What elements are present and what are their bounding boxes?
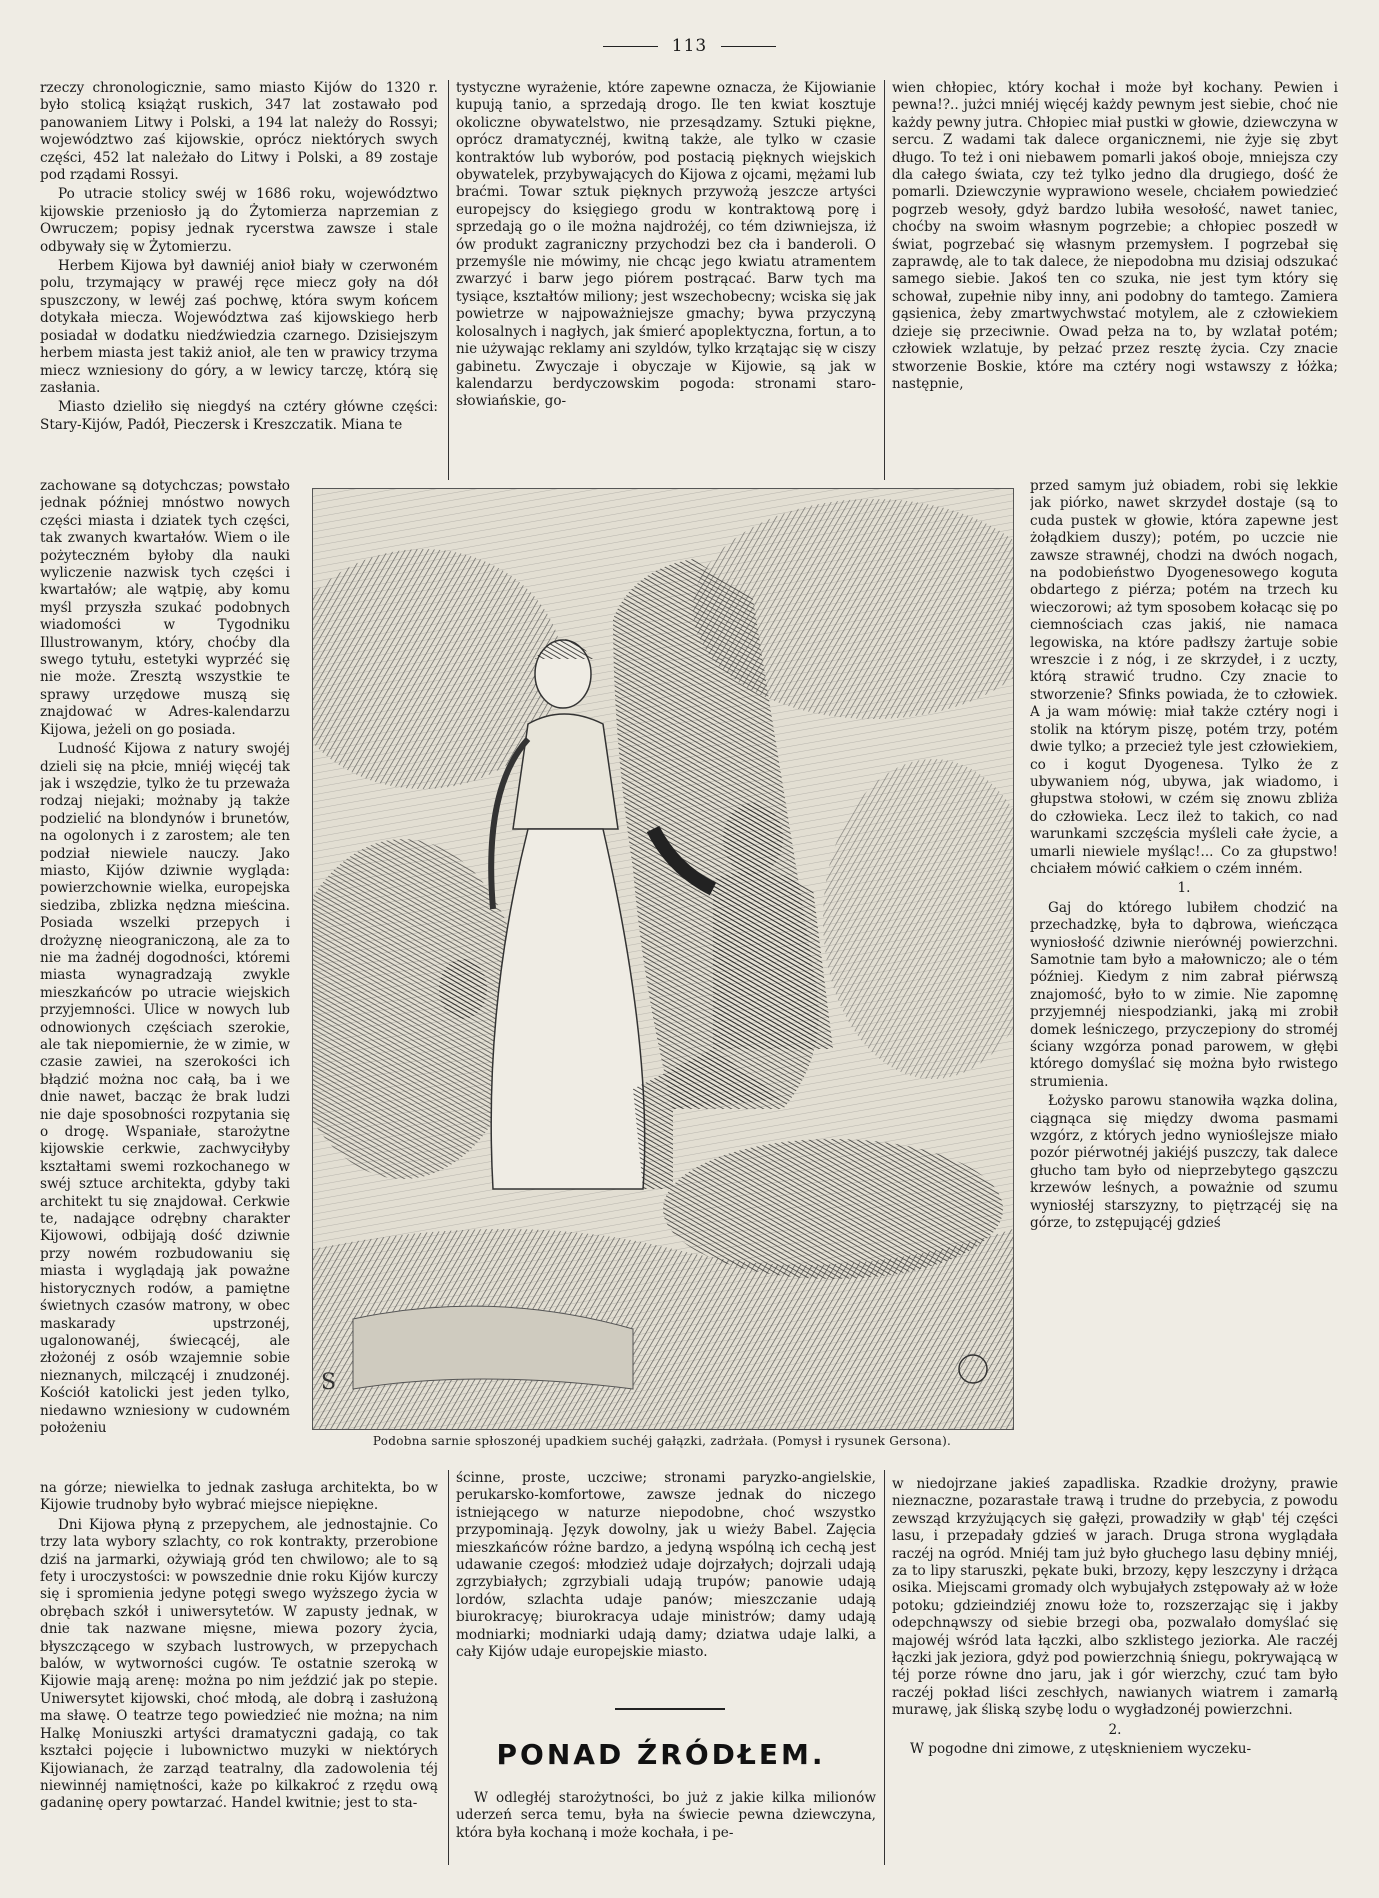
column-left-bottom (40, 1480, 438, 1870)
paragraph: rzeczy chronologicznie, samo miasto Kijów do 1320 r. było stolicą książąt ruskich, 347 lat zostawało pod panowaniem Litwy i Polski, a 194 lat należy do Rossyi; województwo zaś kijowskie, oprócz niektórych swych części, 452 lat należało do Litwy i Polski, a 89 zostaje pod rządami Rossyi. (40, 80, 438, 184)
column-right-narrow (1030, 478, 1338, 1472)
engraving-illustration (312, 488, 1014, 1430)
paragraph: w niedojrzane jakieś zapadliska. Rzadkie drożyny, prawie nieznaczne, pozarastałe trawą i trudne do przebycia, z powodu zewsząd krzyżujących się gałęzi, prowadziły w głąb' téj części lasu, i przepadały gdzieś w jarach. Druga strona wyglądała raczéj na ogród. Mniéj tam już było głuchego lasu dębiny mniéj, za to lipy staruszki, pękate buki, brzozy, kępy leszczyny i drżąca osika. Miejscami gromady olch wybujałych zstępowały aż w łoże potoku; gdzieindziéj znowu łoże to, rozszerzając się i jakby odepchnąwszy od siebie brzegi oba, pozwalało domyślać się majowéj wśród lata łączki, albo szklistego jeziorka. Ale raczéj łączki jak jeziora, gdyż pod powierzchnią śniegu, pokrywającą w téj porze równe dno jaru, jak i gór wierzchy, czuć tam było raczéj pokład liści zeschłych, nawianych wiatrem i zamarłą murawę, jak śliską szybę lodu o wygładzonéj powierzchni. (892, 1476, 1338, 1719)
article-intro (456, 1790, 876, 1870)
engraving-drawing (313, 489, 1013, 1429)
paragraph: ścinne, proste, uczciwe; stronami paryzko-angielskie, perukarsko-komfortowe, zawsze jednak do niczego istniejącego w naturze niepodobne, choć wszystko przypominają. Język dowolny, jak u wieży Babel. Zajęcia mieszkańców różne bardzo, a jedyną wspólną ich cechą jest udawanie czegoś: młodzież udaje dojrzałych; dojrzali udają zgrzybiałych; zgrzybiali udają trupów; panowie udają lordów, szlachta udaje panów; mieszczanie udają biurokracyę; biurokracya udaje ministrów; damy udają modniarki; modniarki udają damy; dziatwa udaje lalki, a cały Kijów udaje europejskie miasto. (456, 1470, 876, 1661)
page-number (0, 36, 1379, 56)
paragraph: Herbem Kijowa był dawniéj anioł biały w czerwoném polu, trzymający w prawéj ręce miecz goły na dół spuszczony, w lewéj zaś pochwę, która swym końcem dotykała miecza. Województwa zaś kijowskiego herb posiadał w dodatku niedźwiedzia czarnego. Dzisiejszym herbem miasta jest takiż anioł, ale ten w prawicy trzyma miecz wzniesiony do góry, a w lewicy tarczę, którą się zasłania. (40, 258, 438, 396)
column-divider (884, 80, 885, 480)
section-number: 1. (1177, 880, 1191, 897)
paragraph: przed samym już obiadem, robi się lekkie jak piórko, nawet skrzydeł dostaje (są to cuda pustek w głowie, która zapewne jest żołądkiem duszy); potém, po uczcie nie zawsze strawnéj, chodzi na dwóch nogach, na podobieństwo Dyogenesowego koguta obdartego z piérza; potém na trzech ku wieczorowi; aż tym sposobem kołacąc się po ciemnościach czas jakiś, nie namaca legowiska, na które padłszy żartuje sobie wreszcie i z nóg, i ze skrzydeł, i z uczty, którą strawić trudno. Czy znacie to stworzenie? Sfinks powiada, że to człowiek. A ja wam mówię: miał także cztéry nogi i stolik na którym piszę, potém trzy, potém dwie tylko; a przecież tyle jest człowiekiem, co i kogut Dyogenesa. Tylko że z ubywaniem nóg, ubywa, jak wiadomo, i głupstwa stołowi, w czém się znowu zbliża do człowieka. Lecz ileż to takich, co nad warunkami szczęścia myśleli całe życie, a umarli niewiele myśląc!... Co za głupstwo! chciałem mówić całkiem o czém inném. (1030, 478, 1338, 877)
paragraph: W odległéj starożytności, bo już z jakie kilka milionów uderzeń serca temu, była na świecie pewna dziewczyna, która była kochaną i może kochała, i pe- (456, 1790, 876, 1841)
title-rule (615, 1708, 725, 1710)
paragraph: Miasto dzieliło się niegdyś na cztéry główne części: Stary-Kijów, Padół, Pieczersk i Kreszczatik. Miana te (40, 399, 438, 433)
column-divider (448, 1470, 449, 1865)
article-title: PONAD ŹRÓDŁEM. (496, 1738, 826, 1771)
paragraph: Po utracie stolicy swéj w 1686 roku, województwo kijowskie przeniosło ją do Żytomierza naprzemian z Owruczem; popisy jednak rycerstwa zawsze i stale odbywały się w Żytomierzu. (40, 186, 438, 255)
column-left-top (40, 80, 438, 478)
page-number-rule-left (603, 46, 658, 47)
paragraph: Ludność Kijowa z natury swojéj dzieli się na płcie, mniéj więcéj tak jak i wszędzie, tylko że tu przeważa rodzaj niejaki; możnaby ją także podzielić na blondynów i brunetów, na ogolonych i z zarostem; ale ten podział niewiele nauczy. Jako miasto, Kijów dziwnie wygląda: powierzchownie wielka, europejska siedziba, zblizka nędzna mieścina. Posiada wszelki przepych i drożyznę nieograniczoną, ale za to nie ma żadnéj dogodności, któremi miasta wynagradzają zwykle mieszkańców po utracie wiejskich przyjemności. Ulice w nowych lub odnowionych częściach szerokie, ale tak niepomiernie, że w zimie, w czasie zawiei, na szerokości ich błądzić można noc całą, ba i we dnie nawet, bacząc że brak ludzi nie daje sposobności rozpytania się o drogę. Wspaniałe, starożytne kijowskie cerkwie, zachwyciłyby kształtami swemi rozkochanego w swéj sztuce architekta, gdyby taki architekt tu się znajdował. Cerkwie te, nadające odrębny charakter Kijowowi, odbijają dość dziwnie przy nowém rozbudowaniu się miasta i wyglądają jak poważne historycznych rodów, a pamiętne świetnych czasów matrony, w obec maskarady upstrzonéj, ugalonowanéj, świecącéj, ale złożonéj z osób wzajemnie sobie nieznanych, milczącéj i znudzonéj. Kościół katolicki jest jeden tylko, niedawno wzniesiony w cudowném położeniu (40, 741, 290, 1436)
page-number-rule-right (721, 46, 776, 47)
paragraph: Gaj do którego lubiłem chodzić na przechadzkę, była to dąbrowa, wieńcząca wyniosłość dziwnie nierównéj powierzchni. Samotnie tam było a małowniczo; ale o tém później. Kiedym z nim zabrał piérwszą znajomość, było to w zimie. Nie zapomnę przyjemnéj niespodzianki, jaką mi zrobił domek leśniczego, przyczepiony do stroméj ściany wzgórza ponad parowem, w głębi którego domyślać się można było rwistego strumienia. (1030, 899, 1338, 1090)
paragraph: zachowane są dotychczas; powstało jednak później mnóstwo nowych części miasta i dziatek tych części, tak zwanych kwartałów. Wiem o ile pożyteczném byłoby dla nauki wyliczenie nazwisk tych części i kwartałów; ale wątpię, aby komu myśl przyszła szukać podobnych wiadomości w Tygodniku Illustrowanym, który, choćby dla swego tytułu, estetyki wyprzéć się nie może. Zresztą wszystkie te sprawy urzędowe muszą się znajdować w Adres-kalendarzu Kijowa, jeżeli on go posiada. (40, 478, 290, 738)
column-right-bottom (892, 1476, 1338, 1876)
column-divider (448, 80, 449, 480)
column-divider (884, 1470, 885, 1865)
paragraph: tystyczne wyrażenie, które zapewne oznacza, że Kijowianie kupują tanio, a sprzedają drogo. Ile ten kwiat kosztuje okoliczne obywatelstwo, nie przesądzamy. Sztuki piękne, oprócz dramatycznéj, kwitną także, ale tylko w czasie kontraktów lub wyborów, pod postacią pięknych wiejskich obywatelek, przybywających do Kijowa z ojcami, mężami lub braćmi. Towar sztuk pięknych przywożą jeszcze artyści europejscy do księgiego grodu w kontraktową porę i sprzedają go o ile można najdrożéj, co tém dziwniejsza, iż ów produkt zagraniczny przychodzi bez cła i banderoli. O przemyśle nie mówimy, nie chcąc jego kwiatu atramentem zwarzyć i barw jego piórem postrącać. Barw tych ma tysiące, kształtów miliony; jest wszechobecny; wciska się jak powietrze w najpoważniejsze gmachy; bywa przyczyną kolosalnych i nagłych, jak śmierć apoplektyczna, fortun, a to nie używając reklamy ani szyldów, tylko krzątając się w ciszy gabinetu. Zwyczaje i obyczaje w Kijowie, są jak w kalendarzu berdyczowskim pogoda: stronami staro-słowiańskie, go- (456, 80, 876, 410)
paragraph: Łożysko parowu stanowiła wązka dolina, ciągnąca się między dwoma pasmami wzgórz, z których jedno wynioślejsze miało pozór piérwotnéj jakiéjś puszczy, tak dalece głucho tam było od nieprzebytego gąszczu krzewów leśnych, a poważnie od szumu wyniosłéj starszyzny, to piętrzącéj się na górze, to zstępującéj gdzieś (1030, 1093, 1338, 1232)
column-middle-top (456, 80, 876, 480)
section-number: 2. (1108, 1721, 1122, 1738)
svg-text:S: S (321, 1370, 337, 1395)
paragraph: Dni Kijowa płyną z przepychem, ale jednostajnie. Co trzy lata wybory szlachty, co rok kontrakty, przerobione dziś na jarmarki, ożywiają gród ten chwilowo; ale to są fety i uroczystości: w powszednie dnie roku Kijów kurczy się i spromienia jedyne potęgi swego wyższego życia w obrębach szkół i uniwersytetów. W zapusty jednak, w dnie tak nazwane mięsne, miewa pozory życia, błyszczącego w szybach lustrowych, w przepychach balów, w wytworności cugów. Te ostatnie szeroką w Kijowie mają arenę: można po nim jeździć jak po stepie. Uniwersytet kijowski, choć młodą, ale dobrą i zasłużoną ma sławę. O teatrze tego powiedzieć nie można; na nim Halkę Moniuszki artyści dramatyczni gadają, co tak kształci pojęcie i lubownictwo muzyki w niektórych Kijowianach, że zarząd teatralny, dla zadowolenia téj niewinnéj namiętności, każe po kilkakroć z rzędu ową gadaninę opery powtarzać. Handel kwitnie; jest to sta- (40, 1516, 438, 1812)
paragraph: na górze; niewielka to jednak zasługa architekta, bo w Kijowie trudnoby było wybrać miejsce niepiękne. (40, 1480, 438, 1514)
page-number-text: 113 (671, 36, 708, 56)
column-middle-bottom (456, 1470, 876, 1676)
column-left-narrow (40, 478, 290, 1478)
illustration-caption: Podobna sarnie spłoszonéj upadkiem suchéj gałązki, zadrżała. (Pomysł i rysunek Gersona). (372, 1434, 952, 1448)
paragraph: W pogodne dni zimowe, z utęsknieniem wyczeku- (910, 1741, 1252, 1758)
column-right-top (892, 80, 1338, 478)
paragraph: wien chłopiec, który kochał i może był kochany. Pewien i pewna!?.. jużci mniéj więcéj każdy pewnym jest siebie, choć nie każdy pewny jutra. Chłopiec miał pustki w głowie, dziewczyna w sercu. Z wadami tak dalece organicznemi, nie żyje się zbyt długo. To też i oni niebawem pomarli jakoś oboje, mniejsza czy dla całego świata, czy też tylko jedno dla drugiego, dość że pomarli. Dziewczynie wyprawiono wesele, chciałem powiedzieć pogrzeb wesoły, gdyż bardzo lubiła wesołość, nawet taniec, choćby na swoim własnym pogrzebie; a chłopiec poszedł w świat, pogrzebać się własnym przemysłem. I pogrzebał się zaprawdę, ale to tak dalece, że niepodobna mu dzisiaj odszukać samego siebie. Jakoś ten co szuka, nie jest tym który się schował, zupełnie niby inny, ani podobny do tamtego. Zamiera gąsienica, żeby zmartwychwstać motylem, ale z człowiekiem dzieje się przeciwnie. Owad pełza na to, by wzlatał potém; człowiek wzlatuje, by pełzać przez resztę życia. Czy znacie stworzenie Boskie, które ma cztéry nogi wstawszy z łóżka; następnie, (892, 80, 1338, 392)
